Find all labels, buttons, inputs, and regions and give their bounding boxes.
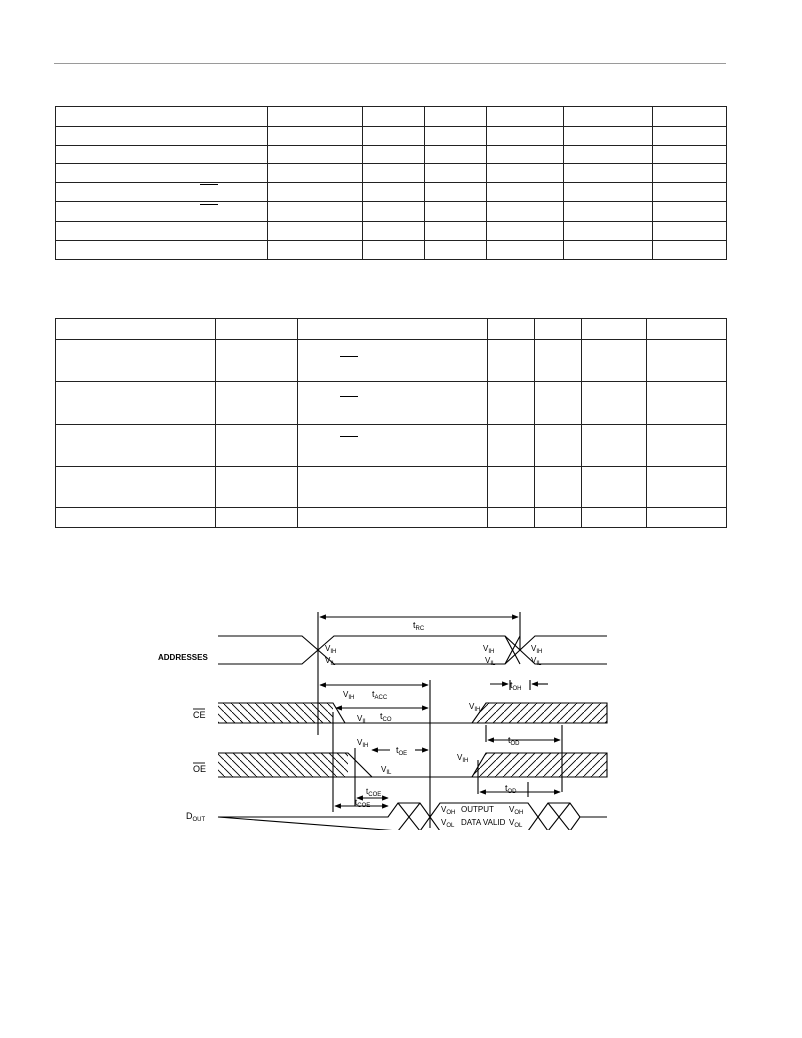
label-vih-address-mid: $V_{IH}$	[483, 644, 495, 655]
table-row	[56, 164, 727, 183]
table-row	[56, 202, 727, 222]
overbar	[200, 204, 218, 205]
label-vil-oe: $V_{IL}$	[381, 765, 392, 776]
label-vih-ce-right: $V_{IH}$	[469, 702, 481, 713]
label-vil-address-mid: $V_{IL}$	[485, 656, 496, 667]
label-t-od-ce: $t_{OD}$	[508, 735, 520, 747]
ce-hatch-left	[218, 703, 333, 723]
label-t-acc: $t_{ACC}$	[372, 689, 388, 701]
label-vil-address-left: $V_{IL}$	[325, 656, 336, 667]
table-row	[56, 508, 727, 528]
table-row	[56, 183, 727, 202]
read-cycle-timing-diagram	[150, 600, 620, 830]
label-vih-address-left: $V_{IH}$	[325, 644, 337, 655]
signal-dout: $D_{OUT}$	[186, 811, 206, 823]
label-vih-oe: $V_{IH}$	[357, 738, 369, 749]
label-vol-right: $V_{OL}$	[509, 818, 523, 829]
table-row	[56, 146, 727, 164]
table-row	[56, 340, 727, 382]
table-row	[56, 382, 727, 425]
address-waveform-left	[218, 636, 318, 664]
table-row	[56, 127, 727, 146]
address-crossover	[505, 636, 520, 664]
header-rule	[54, 63, 726, 64]
label-voh-left: $V_{OH}$	[441, 805, 456, 816]
signal-oe: OE	[193, 764, 207, 774]
label-t-oh: $t_{OH}$	[510, 680, 522, 692]
table-row	[56, 222, 727, 241]
oe-hatch-right	[472, 753, 607, 777]
label-data-valid: DATA VALID	[461, 818, 506, 827]
table-row	[56, 241, 727, 260]
table-row	[56, 107, 727, 127]
table-row	[56, 467, 727, 508]
dout-transition-right	[538, 803, 607, 830]
signal-addresses: ADDRESSES	[158, 653, 208, 662]
characteristics-table	[55, 106, 727, 260]
label-t-od-oe: $t_{OD}$	[505, 783, 517, 795]
capacitance-table	[55, 318, 727, 528]
overbar	[340, 396, 358, 397]
label-t-coe-2: $t_{COE}$	[355, 798, 371, 809]
label-t-rc: $t_{RC}$	[413, 620, 425, 632]
label-voh-right: $V_{OH}$	[509, 805, 524, 816]
label-t-coe-1: $t_{COE}$	[366, 787, 382, 798]
overbar	[200, 184, 218, 185]
oe-hatch-left	[218, 753, 348, 777]
label-t-oe: $t_{OE}$	[396, 745, 408, 757]
table-row	[56, 425, 727, 467]
label-vih-oe-right: $V_{IH}$	[457, 753, 469, 764]
label-vol-left: $V_{OL}$	[441, 818, 455, 829]
overbar	[340, 436, 358, 437]
ce-hatch-right	[472, 703, 607, 723]
label-vil-ce: $V_{IL}$	[357, 714, 368, 725]
overbar	[340, 356, 358, 357]
table-row	[56, 319, 727, 340]
dout-transition-left	[218, 803, 430, 830]
label-vih-address-right: $V_{IH}$	[531, 644, 543, 655]
label-vih-ce: $V_{IH}$	[343, 690, 355, 701]
label-output: OUTPUT	[461, 805, 494, 814]
label-t-co: $t_{CO}$	[380, 711, 392, 723]
signal-ce: CE	[193, 710, 206, 720]
label-vil-address-right: $V_{IL}$	[531, 656, 542, 667]
